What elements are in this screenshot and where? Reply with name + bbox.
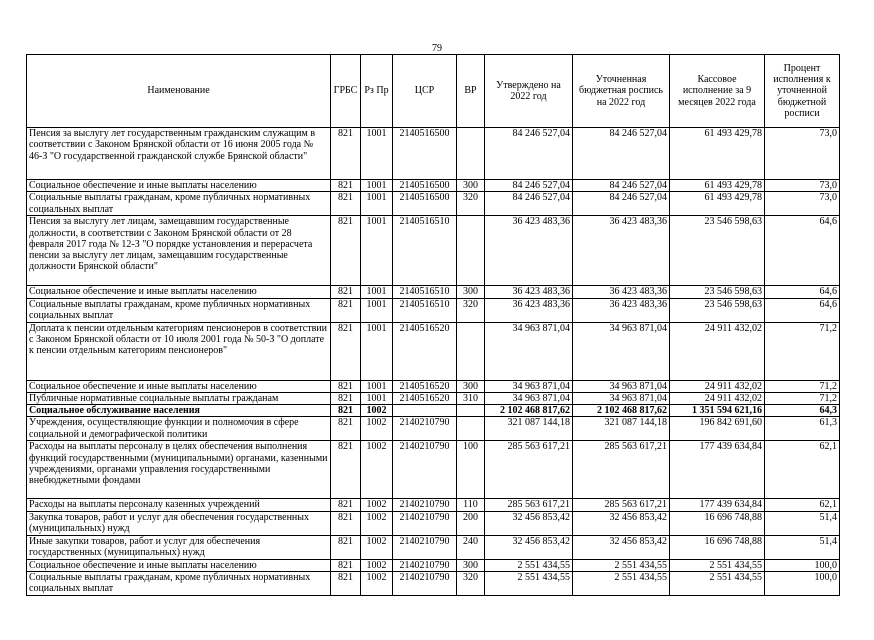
- table-row: [27, 511, 840, 535]
- cell-rzpr: 1001: [361, 322, 393, 380]
- cell-name: Социальное обеспечение и иные выплаты населению: [27, 286, 331, 298]
- cell-cash: 16 696 748,88: [670, 511, 765, 535]
- cell-rzpr: 1002: [361, 405, 393, 417]
- cell-cash: 177 439 634,84: [670, 499, 765, 511]
- table-row: [27, 216, 840, 286]
- cell-rzpr: 1001: [361, 216, 393, 286]
- cell-csr: 2140210790: [393, 511, 457, 535]
- table-row: [27, 392, 840, 404]
- cell-refined: 2 551 434,55: [573, 572, 670, 596]
- cell-rzpr: 1001: [361, 286, 393, 298]
- cell-rzpr: 1002: [361, 559, 393, 571]
- cell-approved: 32 456 853,42: [485, 535, 573, 559]
- cell-rzpr: 1001: [361, 180, 393, 192]
- cell-name: Социальное обеспечение и иные выплаты населению: [27, 380, 331, 392]
- cell-approved: 36 423 483,36: [485, 216, 573, 286]
- table-row: [27, 405, 840, 417]
- col-header-rzpr: Рз Пр: [361, 55, 393, 128]
- table-row: [27, 380, 840, 392]
- cell-cash: 23 546 598,63: [670, 216, 765, 286]
- cell-refined: 285 563 617,21: [573, 441, 670, 499]
- cell-refined: 2 551 434,55: [573, 559, 670, 571]
- cell-vr: [457, 405, 485, 417]
- cell-csr: 2140516510: [393, 298, 457, 322]
- cell-refined: 32 456 853,42: [573, 535, 670, 559]
- cell-vr: [457, 128, 485, 180]
- col-header-vr: ВР: [457, 55, 485, 128]
- cell-grbs: 821: [331, 535, 361, 559]
- cell-grbs: 821: [331, 180, 361, 192]
- cell-vr: 200: [457, 511, 485, 535]
- page-number: 79: [432, 43, 442, 54]
- cell-csr: 2140210790: [393, 559, 457, 571]
- cell-vr: 100: [457, 441, 485, 499]
- budget-table: [26, 54, 840, 596]
- cell-approved: 36 423 483,36: [485, 298, 573, 322]
- cell-csr: 2140516500: [393, 192, 457, 216]
- cell-approved: 321 087 144,18: [485, 417, 573, 441]
- cell-refined: 36 423 483,36: [573, 298, 670, 322]
- cell-name: Расходы на выплаты персоналу в целях обеспечения выполнения функций государственными (муниципальными) органами, казенными учреждениями, органами управления государственными внебюджетными фондами: [27, 441, 331, 499]
- cell-percent: 64,6: [765, 298, 840, 322]
- cell-name: Закупка товаров, работ и услуг для обеспечения государственных (муниципальных) нужд: [27, 511, 331, 535]
- table-row: [27, 559, 840, 571]
- cell-cash: 24 911 432,02: [670, 392, 765, 404]
- cell-approved: 2 102 468 817,62: [485, 405, 573, 417]
- cell-grbs: 821: [331, 511, 361, 535]
- table-row: [27, 441, 840, 499]
- cell-grbs: 821: [331, 392, 361, 404]
- cell-rzpr: 1001: [361, 192, 393, 216]
- cell-vr: [457, 417, 485, 441]
- cell-percent: 71,2: [765, 322, 840, 380]
- cell-approved: 84 246 527,04: [485, 128, 573, 180]
- col-header-grbs: ГРБС: [331, 55, 361, 128]
- cell-percent: 100,0: [765, 559, 840, 571]
- cell-rzpr: 1002: [361, 499, 393, 511]
- table-row: [27, 499, 840, 511]
- cell-percent: 73,0: [765, 192, 840, 216]
- cell-rzpr: 1001: [361, 298, 393, 322]
- cell-rzpr: 1002: [361, 572, 393, 596]
- table-row: [27, 180, 840, 192]
- cell-cash: 196 842 691,60: [670, 417, 765, 441]
- cell-vr: 320: [457, 192, 485, 216]
- cell-approved: 36 423 483,36: [485, 286, 573, 298]
- cell-csr: 2140516500: [393, 128, 457, 180]
- cell-percent: 73,0: [765, 180, 840, 192]
- table-row: [27, 535, 840, 559]
- cell-refined: 84 246 527,04: [573, 192, 670, 216]
- cell-refined: 34 963 871,04: [573, 322, 670, 380]
- cell-vr: 240: [457, 535, 485, 559]
- cell-percent: 73,0: [765, 128, 840, 180]
- cell-csr: 2140516520: [393, 380, 457, 392]
- cell-percent: 51,4: [765, 511, 840, 535]
- cell-cash: 61 493 429,78: [670, 128, 765, 180]
- cell-name: Социальные выплаты гражданам, кроме публичных нормативных социальных выплат: [27, 192, 331, 216]
- cell-vr: 320: [457, 572, 485, 596]
- cell-cash: 61 493 429,78: [670, 192, 765, 216]
- cell-refined: 32 456 853,42: [573, 511, 670, 535]
- cell-rzpr: 1001: [361, 128, 393, 180]
- cell-cash: 177 439 634,84: [670, 441, 765, 499]
- cell-vr: 320: [457, 298, 485, 322]
- cell-name: Пенсия за выслугу лет лицам, замещавшим государственные должности, в соответствии с Законом Брянской области от 28 февраля 2017 года № 12-З "О порядке установления и перерасчета пенсии за выслугу лет лицам, замещавшим государственные должности Брянской области": [27, 216, 331, 286]
- cell-grbs: 821: [331, 417, 361, 441]
- cell-approved: 32 456 853,42: [485, 511, 573, 535]
- cell-rzpr: 1002: [361, 441, 393, 499]
- cell-approved: 34 963 871,04: [485, 380, 573, 392]
- cell-csr: 2140210790: [393, 417, 457, 441]
- cell-rzpr: 1002: [361, 535, 393, 559]
- cell-refined: 36 423 483,36: [573, 216, 670, 286]
- cell-refined: 84 246 527,04: [573, 180, 670, 192]
- cell-approved: 2 551 434,55: [485, 572, 573, 596]
- cell-percent: 62,1: [765, 441, 840, 499]
- cell-refined: 2 102 468 817,62: [573, 405, 670, 417]
- cell-refined: 285 563 617,21: [573, 499, 670, 511]
- cell-name: Доплата к пенсии отдельным категориям пенсионеров в соответствии с Законом Брянской области от 10 июля 2001 года № 50-З "О доплате к пенсии отдельным категориям пенсионеров": [27, 322, 331, 380]
- cell-grbs: 821: [331, 192, 361, 216]
- cell-percent: 64,6: [765, 286, 840, 298]
- cell-vr: [457, 322, 485, 380]
- cell-name: Социальное обслуживание населения: [27, 405, 331, 417]
- cell-refined: 34 963 871,04: [573, 392, 670, 404]
- cell-csr: 2140516520: [393, 322, 457, 380]
- cell-vr: [457, 216, 485, 286]
- cell-percent: 51,4: [765, 535, 840, 559]
- cell-csr: 2140210790: [393, 499, 457, 511]
- cell-grbs: 821: [331, 216, 361, 286]
- cell-percent: 71,2: [765, 380, 840, 392]
- cell-approved: 34 963 871,04: [485, 392, 573, 404]
- cell-percent: 62,1: [765, 499, 840, 511]
- cell-vr: 300: [457, 380, 485, 392]
- cell-rzpr: 1001: [361, 380, 393, 392]
- cell-grbs: 821: [331, 499, 361, 511]
- cell-cash: 24 911 432,02: [670, 380, 765, 392]
- cell-name: Пенсия за выслугу лет государственным гражданским служащим в соответствии с Законом Брянской области от 16 июня 2005 года № 46-З "О государственной гражданской службе Брянской области": [27, 128, 331, 180]
- cell-cash: 2 551 434,55: [670, 559, 765, 571]
- cell-name: Социальные выплаты гражданам, кроме публичных нормативных социальных выплат: [27, 572, 331, 596]
- cell-csr: [393, 405, 457, 417]
- cell-grbs: 821: [331, 559, 361, 571]
- table-row: [27, 286, 840, 298]
- cell-grbs: 821: [331, 405, 361, 417]
- cell-csr: 2140516500: [393, 180, 457, 192]
- col-header-approved: Утверждено на 2022 год: [485, 55, 573, 128]
- cell-csr: 2140210790: [393, 535, 457, 559]
- table-row: [27, 298, 840, 322]
- cell-name: Социальные выплаты гражданам, кроме публичных нормативных социальных выплат: [27, 298, 331, 322]
- cell-grbs: 821: [331, 572, 361, 596]
- cell-rzpr: 1002: [361, 417, 393, 441]
- cell-grbs: 821: [331, 441, 361, 499]
- cell-name: Иные закупки товаров, работ и услуг для обеспечения государственных (муниципальных) нужд: [27, 535, 331, 559]
- cell-name: Социальное обеспечение и иные выплаты населению: [27, 559, 331, 571]
- table-row: [27, 192, 840, 216]
- cell-vr: 310: [457, 392, 485, 404]
- cell-cash: 2 551 434,55: [670, 572, 765, 596]
- cell-percent: 100,0: [765, 572, 840, 596]
- cell-grbs: 821: [331, 298, 361, 322]
- cell-refined: 84 246 527,04: [573, 128, 670, 180]
- cell-approved: 285 563 617,21: [485, 441, 573, 499]
- cell-approved: 84 246 527,04: [485, 180, 573, 192]
- cell-csr: 2140516510: [393, 286, 457, 298]
- cell-name: Учреждения, осуществляющие функции и полномочия в сфере социальной и демографической политики: [27, 417, 331, 441]
- cell-vr: 300: [457, 559, 485, 571]
- cell-refined: 34 963 871,04: [573, 380, 670, 392]
- cell-percent: 64,6: [765, 216, 840, 286]
- table-row: [27, 417, 840, 441]
- cell-approved: 34 963 871,04: [485, 322, 573, 380]
- cell-cash: 16 696 748,88: [670, 535, 765, 559]
- table-row: [27, 128, 840, 180]
- cell-cash: 23 546 598,63: [670, 286, 765, 298]
- cell-grbs: 821: [331, 380, 361, 392]
- col-header-name: Наименование: [27, 55, 331, 128]
- table-row: [27, 322, 840, 380]
- cell-cash: 1 351 594 621,16: [670, 405, 765, 417]
- cell-cash: 24 911 432,02: [670, 322, 765, 380]
- cell-csr: 2140516520: [393, 392, 457, 404]
- cell-percent: 64,3: [765, 405, 840, 417]
- col-header-percent: Процент исполнения к уточненной бюджетной росписи: [765, 55, 840, 128]
- col-header-refined: Уточненная бюджетная роспись на 2022 год: [573, 55, 670, 128]
- table-row: [27, 572, 840, 596]
- cell-csr: 2140210790: [393, 572, 457, 596]
- cell-approved: 84 246 527,04: [485, 192, 573, 216]
- cell-percent: 71,2: [765, 392, 840, 404]
- col-header-cash: Кассовое исполнение за 9 месяцев 2022 года: [670, 55, 765, 128]
- cell-name: Социальное обеспечение и иные выплаты населению: [27, 180, 331, 192]
- cell-vr: 110: [457, 499, 485, 511]
- cell-approved: 2 551 434,55: [485, 559, 573, 571]
- cell-grbs: 821: [331, 128, 361, 180]
- cell-refined: 36 423 483,36: [573, 286, 670, 298]
- cell-name: Публичные нормативные социальные выплаты гражданам: [27, 392, 331, 404]
- cell-percent: 61,3: [765, 417, 840, 441]
- cell-cash: 61 493 429,78: [670, 180, 765, 192]
- table-header-row: [27, 55, 840, 128]
- cell-vr: 300: [457, 286, 485, 298]
- cell-approved: 285 563 617,21: [485, 499, 573, 511]
- cell-rzpr: 1001: [361, 392, 393, 404]
- cell-rzpr: 1002: [361, 511, 393, 535]
- cell-csr: 2140210790: [393, 441, 457, 499]
- cell-cash: 23 546 598,63: [670, 298, 765, 322]
- cell-grbs: 821: [331, 322, 361, 380]
- cell-name: Расходы на выплаты персоналу казенных учреждений: [27, 499, 331, 511]
- cell-vr: 300: [457, 180, 485, 192]
- cell-grbs: 821: [331, 286, 361, 298]
- cell-refined: 321 087 144,18: [573, 417, 670, 441]
- col-header-csr: ЦСР: [393, 55, 457, 128]
- cell-csr: 2140516510: [393, 216, 457, 286]
